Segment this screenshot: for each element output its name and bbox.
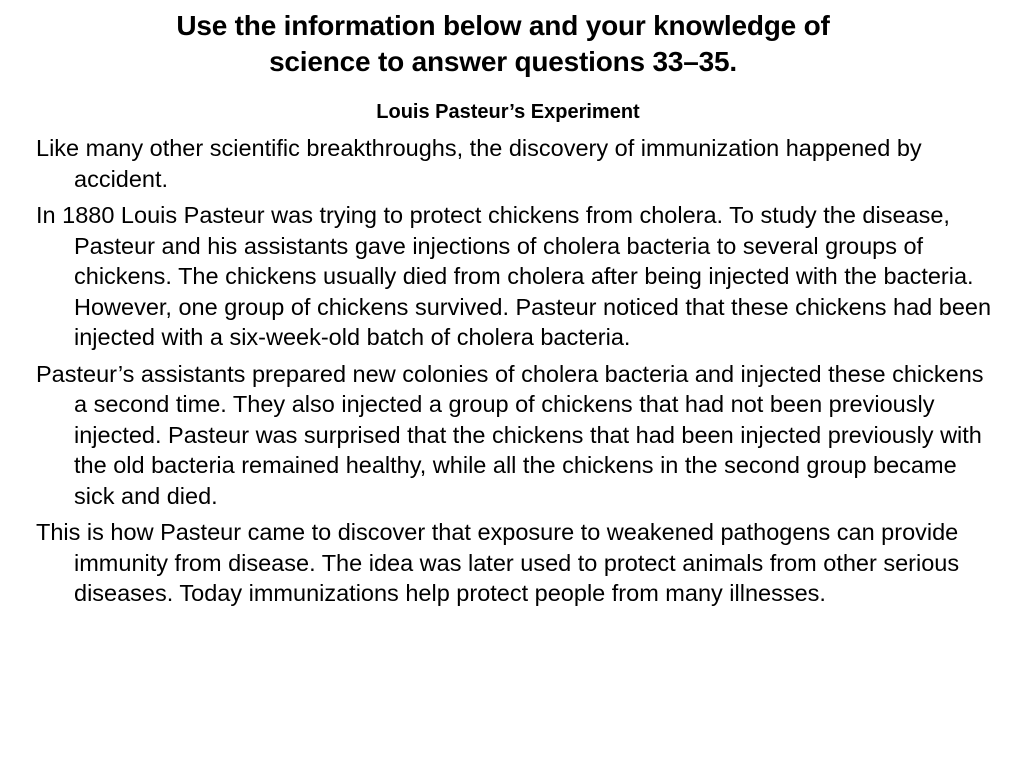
passage-paragraph-1: Like many other scientific breakthroughs, the discovery of immunization happened by accident. (36, 135, 922, 192)
page-heading (80, 8, 926, 80)
heading-line-2: science to answer questions 33–35. (269, 46, 737, 77)
passage-paragraph-3: Pasteur’s assistants prepared new colonies of cholera bacteria and injected these chickens a second time. They also injected a group of chickens that had not been previously injected. Pasteur was surprised that the chickens that had been injected previously with the old bacteria remained healthy, while all the chickens in the second group became sick and died. (36, 360, 984, 509)
heading-line-1: Use the information below and your knowledge of (176, 10, 830, 41)
passage-body (36, 133, 996, 615)
passage-paragraph-4: This is how Pasteur came to discover that exposure to weakened pathogens can provide immunity from disease. The idea was later used to protect animals from other serious diseases. Today immunizations help protect people from many illnesses. (36, 519, 960, 606)
passage-title: Louis Pasteur’s Experiment (376, 101, 640, 123)
passage-paragraph-2: In 1880 Louis Pasteur was trying to protect chickens from cholera. To study the disease, Pasteur and his assistants gave injections of cholera bacteria to several groups of chickens. The chickens usually died from cholera after being injected with the bacteria. However, one group of chickens survived. Pasteur noticed that these chickens had been injected with a six-week-old batch of cholera bacteria. (36, 202, 992, 350)
